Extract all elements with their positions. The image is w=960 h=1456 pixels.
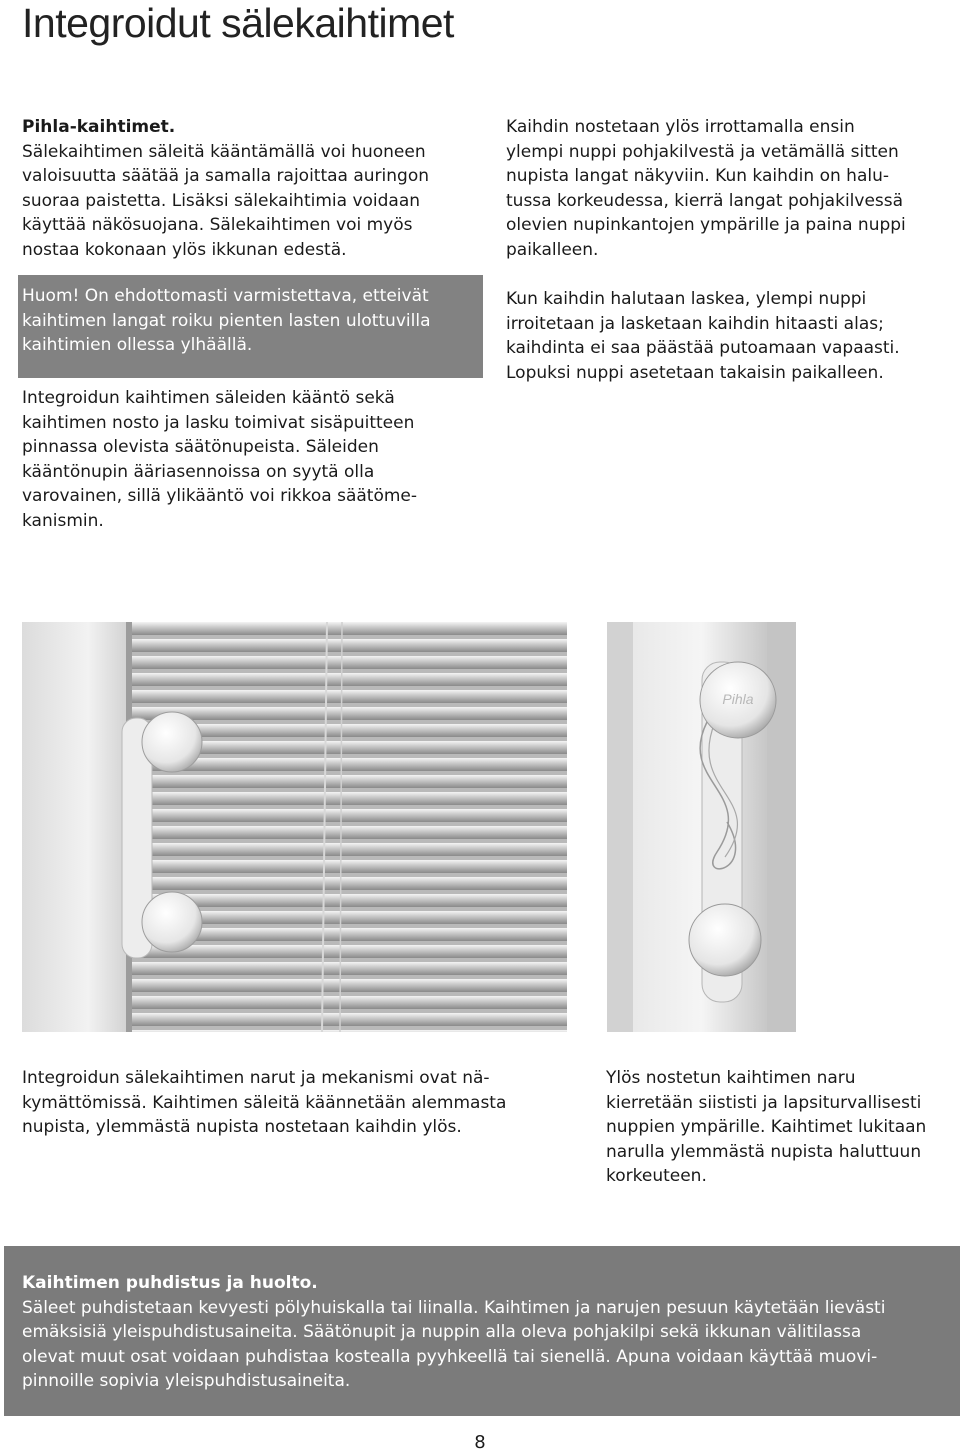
operation-line: pinnassa olevista säätönupeista. Säleiden (22, 437, 379, 457)
operation-section (22, 386, 487, 533)
raise-line: Kaihdin nostetaan ylös irrottamalla ensin (506, 117, 855, 137)
caption-line: kierretään siististi ja lapsiturvallisesti (606, 1092, 922, 1113)
raise-line: ylempi nuppi pohjakilvestä ja vetämällä sitten (506, 141, 899, 162)
raise-line: olevien nupinkantojen ympärille ja paina nuppi (506, 215, 906, 235)
lower-section (506, 287, 956, 385)
blinds-photo-illustration (22, 622, 567, 1032)
intro-line: nostaa kokonaan ylös ikkunan edestä. (22, 239, 347, 260)
knob-cord-photo (607, 622, 796, 1032)
care-line: emäksisiä yleispuhdistusaineita. Säätönupit ja nuppin alla oleva pohjakilpi sekä ikkunan välitilassa (22, 1322, 862, 1342)
raise-line: nupista langat näkyviin. Kun kaihdin on halu- (506, 166, 889, 186)
operation-line: varovainen, sillä ylikääntö voi rikkoa säätöme- (22, 486, 418, 506)
blinds-photo (22, 622, 567, 1032)
caption-line: nuppien ympärille. Kaihtimet lukitaan (606, 1117, 927, 1137)
page-number: 8 (474, 1432, 486, 1453)
raise-line: paikalleen. (506, 239, 599, 260)
intro-heading: Pihla-kaihtimet. (22, 117, 176, 137)
care-line: Säleet puhdistetaan kevyesti pölyhuiskalla tai liinalla. Kaihtimen ja narujen pesuun käytetään lievästi (22, 1297, 886, 1318)
operation-line: kääntönupin ääriasennoissa on syytä olla (22, 461, 375, 482)
lower-line: Lopuksi nuppi asetetaan takaisin paikalleen. (506, 362, 884, 383)
caption-line: narulla ylemmästä nupista haluttuun (606, 1141, 922, 1162)
warning-box (18, 275, 483, 378)
caption-line: nupista, ylemmästä nupista nostetaan kaihdin ylös. (22, 1117, 462, 1137)
raise-section (506, 115, 956, 262)
lower-line: kaihdinta ei saa päästää putoamaan vapaasti. (506, 338, 900, 358)
page-title: Integroidut sälekaihtimet (22, 0, 454, 46)
lower-line: Kun kaihdin halutaan laskea, ylempi nuppi (506, 289, 867, 309)
intro-section (22, 115, 482, 262)
care-line: pinnoille sopivia yleispuhdistusaineita. (22, 1371, 351, 1391)
intro-line: suoraa paistetta. Lisäksi sälekaihtimia voidaan (22, 190, 421, 211)
care-line: olevat muut osat voidaan puhdistaa kostealla pyyhkeellä tai sienellä. Apuna voidaan käyttää muovi- (22, 1346, 878, 1367)
operation-line: kaihtimen nosto ja lasku toimivat sisäpuitteen (22, 412, 415, 433)
care-heading: Kaihtimen puhdistus ja huolto. (22, 1273, 318, 1293)
lower-line: irroitetaan ja lasketaan kaihdin hitaasti alas; (506, 313, 884, 334)
raise-line: tussa korkeudessa, kierrä langat pohjakilvessä (506, 190, 904, 211)
operation-line: kanismin. (22, 510, 104, 531)
warning-line: kaihtimien ollessa ylhäällä. (22, 335, 253, 355)
caption-line: kymättömissä. Kaihtimen säleitä käännetään alemmasta (22, 1092, 507, 1113)
intro-line: valoisuutta säätää ja samalla rajoittaa auringon (22, 166, 430, 186)
warning-line: Huom! On ehdottomasti varmistettava, etteivät (22, 286, 429, 306)
left-caption (22, 1066, 582, 1140)
right-caption (606, 1066, 958, 1189)
knob-cord-photo-illustration (607, 622, 796, 1032)
warning-line: kaihtimen langat roiku pienten lasten ulottuvilla (22, 310, 431, 331)
brand-logo: Pihla (722, 691, 754, 707)
caption-line: Integroidun sälekaihtimen narut ja mekanismi ovat nä- (22, 1068, 490, 1088)
care-box (4, 1246, 960, 1416)
caption-line: korkeuteen. (606, 1166, 707, 1186)
operation-line: Integroidun kaihtimen säleiden kääntö sekä (22, 388, 395, 408)
intro-line: käyttää näkösuojana. Sälekaihtimen voi myös (22, 215, 413, 235)
intro-line: Sälekaihtimen säleitä kääntämällä voi huoneen (22, 141, 426, 162)
caption-line: Ylös nostetun kaihtimen naru (606, 1068, 856, 1088)
